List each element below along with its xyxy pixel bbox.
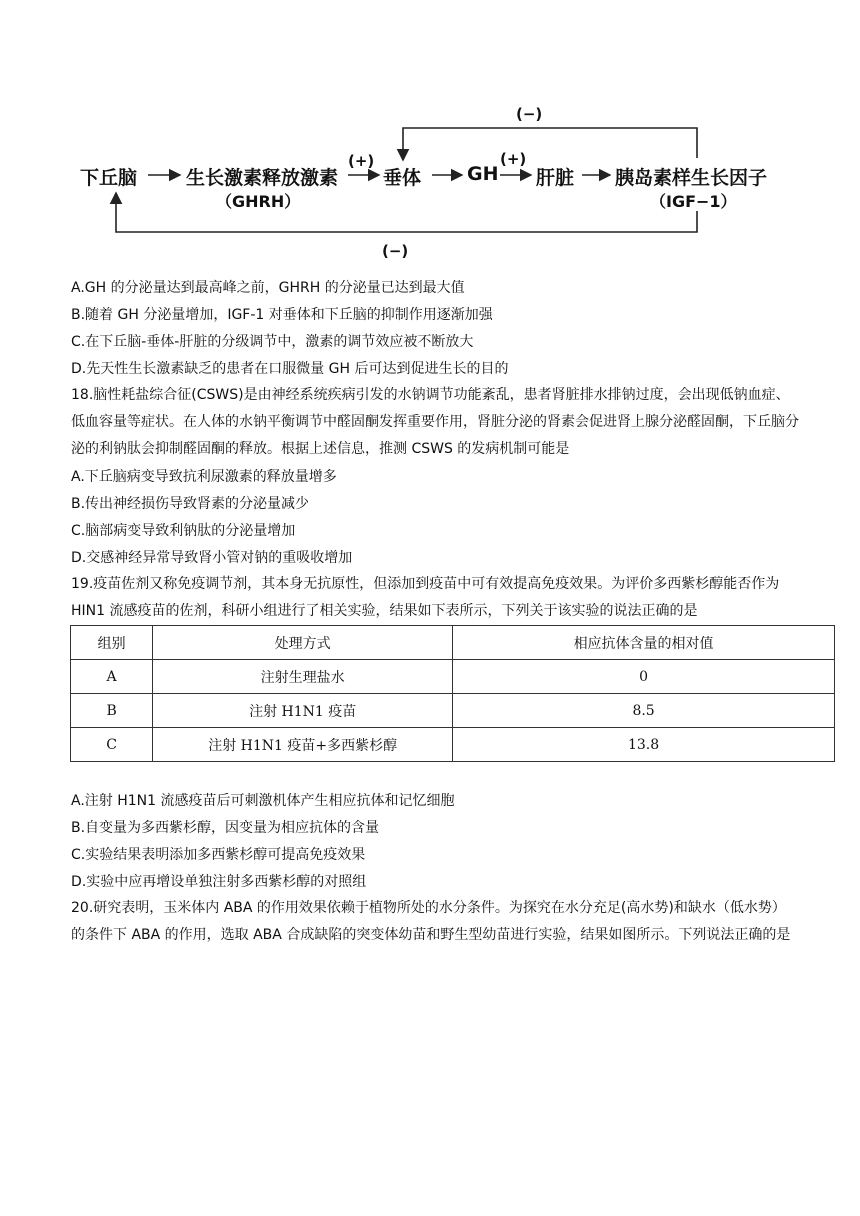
table-header-treatment: 处理方式 <box>153 626 453 660</box>
node-pituitary: 垂体 <box>383 167 422 189</box>
table-cell-treatment: 注射 H1N1 疫苗+多西紫杉醇 <box>153 728 453 762</box>
q18-option-b: B.传出神经损伤导致肾素的分泌量减少 <box>71 496 310 512</box>
q19-results-table <box>70 625 835 762</box>
q17-option-a: A.GH 的分泌量达到最高峰之前，GHRH 的分泌量已达到最大值 <box>71 280 465 296</box>
q19-stem: 19.疫苗佐剂又称免疫调节剂，其本身无抗原性，但添加到疫苗中可有效提高免疫效果。为评价多西紫杉醇能否作为 HIN1 流感疫苗的佐剂，科研小组进行了相关实验，结果如下表所示，下列关于该实验的说法正确的是 <box>71 576 780 619</box>
node-liver: 肝脏 <box>536 167 575 189</box>
table-row <box>71 728 835 762</box>
feedback-arrow-pituitary <box>403 128 697 160</box>
table-cell-value: 13.8 <box>453 728 835 762</box>
table-row <box>71 660 835 694</box>
node-igf-abbr: （IGF−1） <box>650 192 737 211</box>
q19-option-c: C.实验结果表明添加多西紫杉醇可提高免疫效果 <box>71 847 366 863</box>
q18-stem: 18.脑性耗盐综合征(CSWS)是由神经系统疾病引发的水钠调节功能紊乱，患者肾脏排水排钠过度，会出现低钠血症、低血容量等症状。在人体的水钠平衡调节中醛固酮发挥重要作用，肾脏分泌的肾素会促进肾上腺分泌醛固酮，下丘脑分泌的利钠肽会抑制醛固酮的释放。根据上述信息，推测 CSWS 的发病机制可能是 <box>71 387 799 457</box>
node-igf: 胰岛素样生长因子 <box>615 167 768 189</box>
q20-stem: 20.研究表明，玉米体内 ABA 的作用效果依赖于植物所处的水分条件。为探究在水分充足(高水势)和缺水（低水势）的条件下 ABA 的作用，选取 ABA 合成缺陷的突变体幼苗和野生型幼苗进行实验，结果如图所示。下列说法正确的是 <box>71 900 791 943</box>
q19-option-b: B.自变量为多西紫杉醇，因变量为相应抗体的含量 <box>71 820 380 836</box>
hormone-regulation-diagram <box>70 96 800 271</box>
table-cell-group: C <box>71 728 153 762</box>
node-hypothalamus: 下丘脑 <box>80 167 138 189</box>
q17-option-d: D.先天性生长激素缺乏的患者在口服微量 GH 后可达到促进生长的目的 <box>71 361 509 377</box>
table-header-antibody: 相应抗体含量的相对值 <box>453 626 835 660</box>
table-cell-value: 0 <box>453 660 835 694</box>
q19-option-a: A.注射 H1N1 流感疫苗后可刺激机体产生相应抗体和记忆细胞 <box>71 793 455 809</box>
feedback-arrow-hypothalamus <box>116 193 697 232</box>
q17-option-c: C.在下丘脑-垂体-肝脏的分级调节中，激素的调节效应被不断放大 <box>71 334 474 350</box>
table-cell-treatment: 注射生理盐水 <box>153 660 453 694</box>
node-ghrh: 生长激素释放激素 <box>186 167 339 189</box>
sign-plus-gh: (+) <box>500 150 527 168</box>
q17-option-b: B.随着 GH 分泌量增加，IGF-1 对垂体和下丘脑的抑制作用逐渐加强 <box>71 307 493 323</box>
table-cell-group: B <box>71 694 153 728</box>
table-row <box>71 694 835 728</box>
table-cell-value: 8.5 <box>453 694 835 728</box>
node-gh: GH <box>467 163 499 185</box>
table-cell-treatment: 注射 H1N1 疫苗 <box>153 694 453 728</box>
q18-option-a: A.下丘脑病变导致抗利尿激素的释放量增多 <box>71 469 337 485</box>
sign-plus-ghrh: (+) <box>348 152 375 170</box>
q18-option-d: D.交感神经异常导致肾小管对钠的重吸收增加 <box>71 550 353 566</box>
table-header-row <box>71 626 835 660</box>
table-cell-group: A <box>71 660 153 694</box>
node-ghrh-abbr: （GHRH） <box>216 192 301 211</box>
sign-minus-top: (−) <box>516 105 543 123</box>
sign-minus-bottom: (−) <box>382 242 409 260</box>
q19-option-d: D.实验中应再增设单独注射多西紫杉醇的对照组 <box>71 874 367 890</box>
table-header-group: 组别 <box>71 626 153 660</box>
q18-option-c: C.脑部病变导致利钠肽的分泌量增加 <box>71 523 296 539</box>
